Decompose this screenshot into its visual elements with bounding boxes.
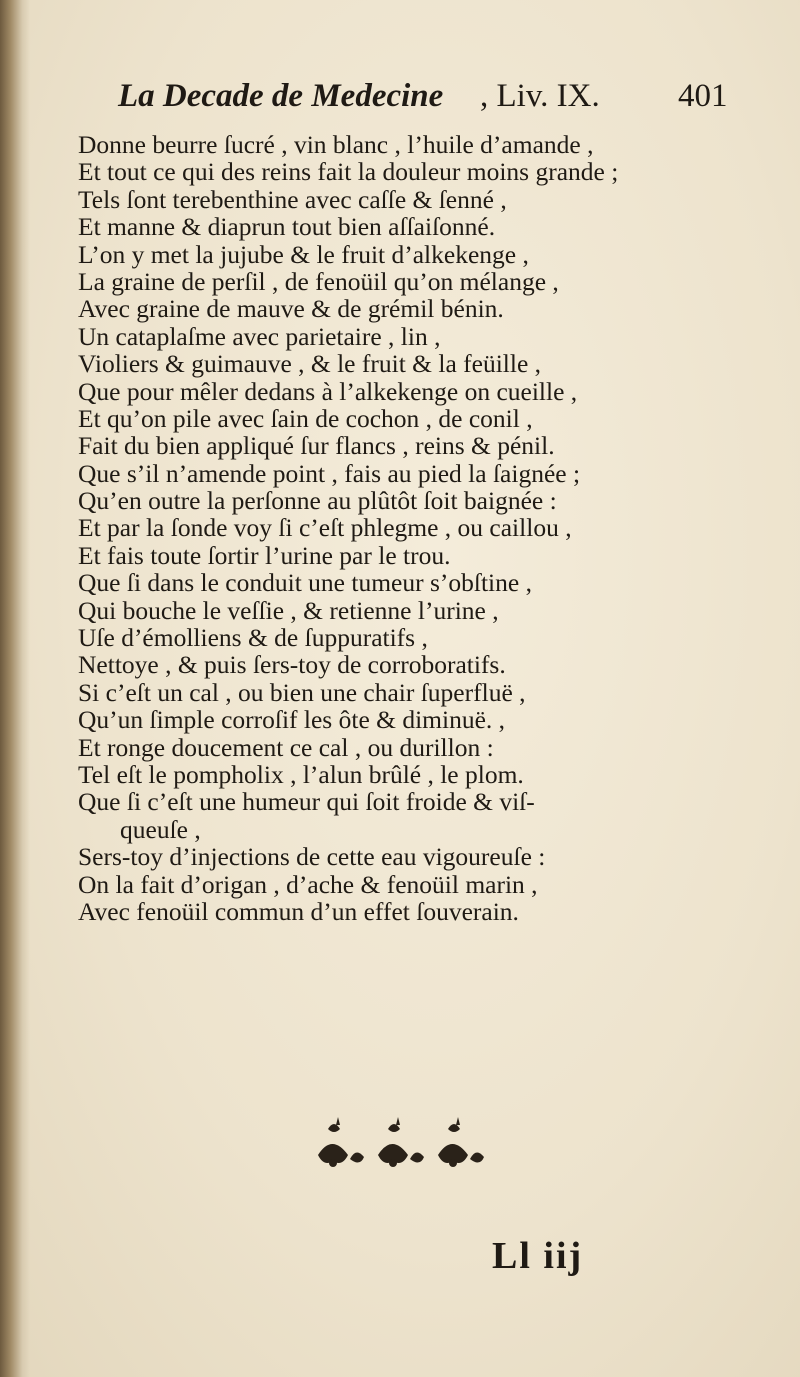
page-number: 401: [678, 78, 728, 114]
verse-line: La graine de perſil , de fenoüil qu’on mélange ,: [78, 266, 559, 296]
verse-line: queuſe ,: [120, 814, 201, 844]
binding-edge: [0, 0, 30, 1377]
verse-line: Et tout ce qui des reins fait la douleur moins grande ;: [78, 157, 619, 187]
verse-line: Que pour mêler dedans à l’alkekenge on cueille ,: [78, 376, 578, 406]
verse-line: Que s’il n’amende point , fais au pied la ſaignée ;: [78, 458, 581, 488]
page-header: [118, 78, 778, 128]
verse-line: Si c’eſt un cal , ou bien une chair ſuperfluë ,: [78, 677, 526, 707]
verse-line: Et qu’on pile avec ſain de cochon , de conil ,: [78, 403, 533, 433]
verse-line: Qu’un ſimple corroſif les ôte & diminuë. ,: [78, 705, 506, 735]
verse-line: Tel eſt le pompholix , l’alun brûlé , le plom.: [78, 759, 524, 789]
verse-line: Tels ſont terebenthine avec caſſe & ſenné ,: [78, 184, 507, 214]
verse-line: Que ſi c’eſt une humeur qui ſoit froide & viſ-: [78, 787, 535, 817]
verse-line: Qui bouche le veſſie , & retienne l’urine ,: [78, 595, 499, 625]
verse-line: Uſe d’émolliens & de ſuppuratifs ,: [78, 623, 428, 653]
verse-line: Nettoye , & puis ſers-toy de corroboratifs.: [78, 650, 506, 680]
verse-line: L’on y met la jujube & le fruit d’alkekenge ,: [78, 239, 529, 269]
signature-mark: Ll iij: [492, 1235, 584, 1277]
printer-ornament: [310, 1115, 490, 1171]
verse-line: Violiers & guimauve , & le fruit & la feüille ,: [78, 349, 542, 379]
verse-line: On la fait d’origan , d’ache & fenoüil marin ,: [78, 869, 538, 899]
verse-text: [78, 131, 778, 925]
verse-line: Fait du bien appliqué ſur flancs , reins & pénil.: [78, 431, 555, 461]
verse-line: Et par la ſonde voy ſi c’eſt phlegme , ou caillou ,: [78, 513, 572, 543]
verse-line: Donne beurre ſucré , vin blanc , l’huile d’amande ,: [78, 130, 594, 159]
verse-line: Sers-toy d’injections de cette eau vigoureuſe :: [78, 842, 546, 872]
verse-line: Avec graine de mauve & de grémil bénin.: [78, 294, 504, 324]
verse-line: Et ronge doucement ce cal , ou durillon :: [78, 732, 494, 762]
verse-line: Et manne & diaprun tout bien aſſaiſonné.: [78, 212, 496, 242]
verse-line: Et fais toute ſortir l’urine par le trou.: [78, 540, 451, 570]
running-title: La Decade de Medecine: [118, 78, 444, 114]
verse-line: Qu’en outre la perſonne au plûtôt ſoit baignée :: [78, 486, 557, 516]
verse-line: Un cataplaſme avec parietaire , lin ,: [78, 321, 441, 351]
verse-line: Que ſi dans le conduit une tumeur s’obſtine ,: [78, 568, 532, 598]
book-reference: , Liv. IX.: [480, 78, 600, 114]
verse-line: Avec fenoüil commun d’un effet ſouverain.: [78, 896, 519, 926]
